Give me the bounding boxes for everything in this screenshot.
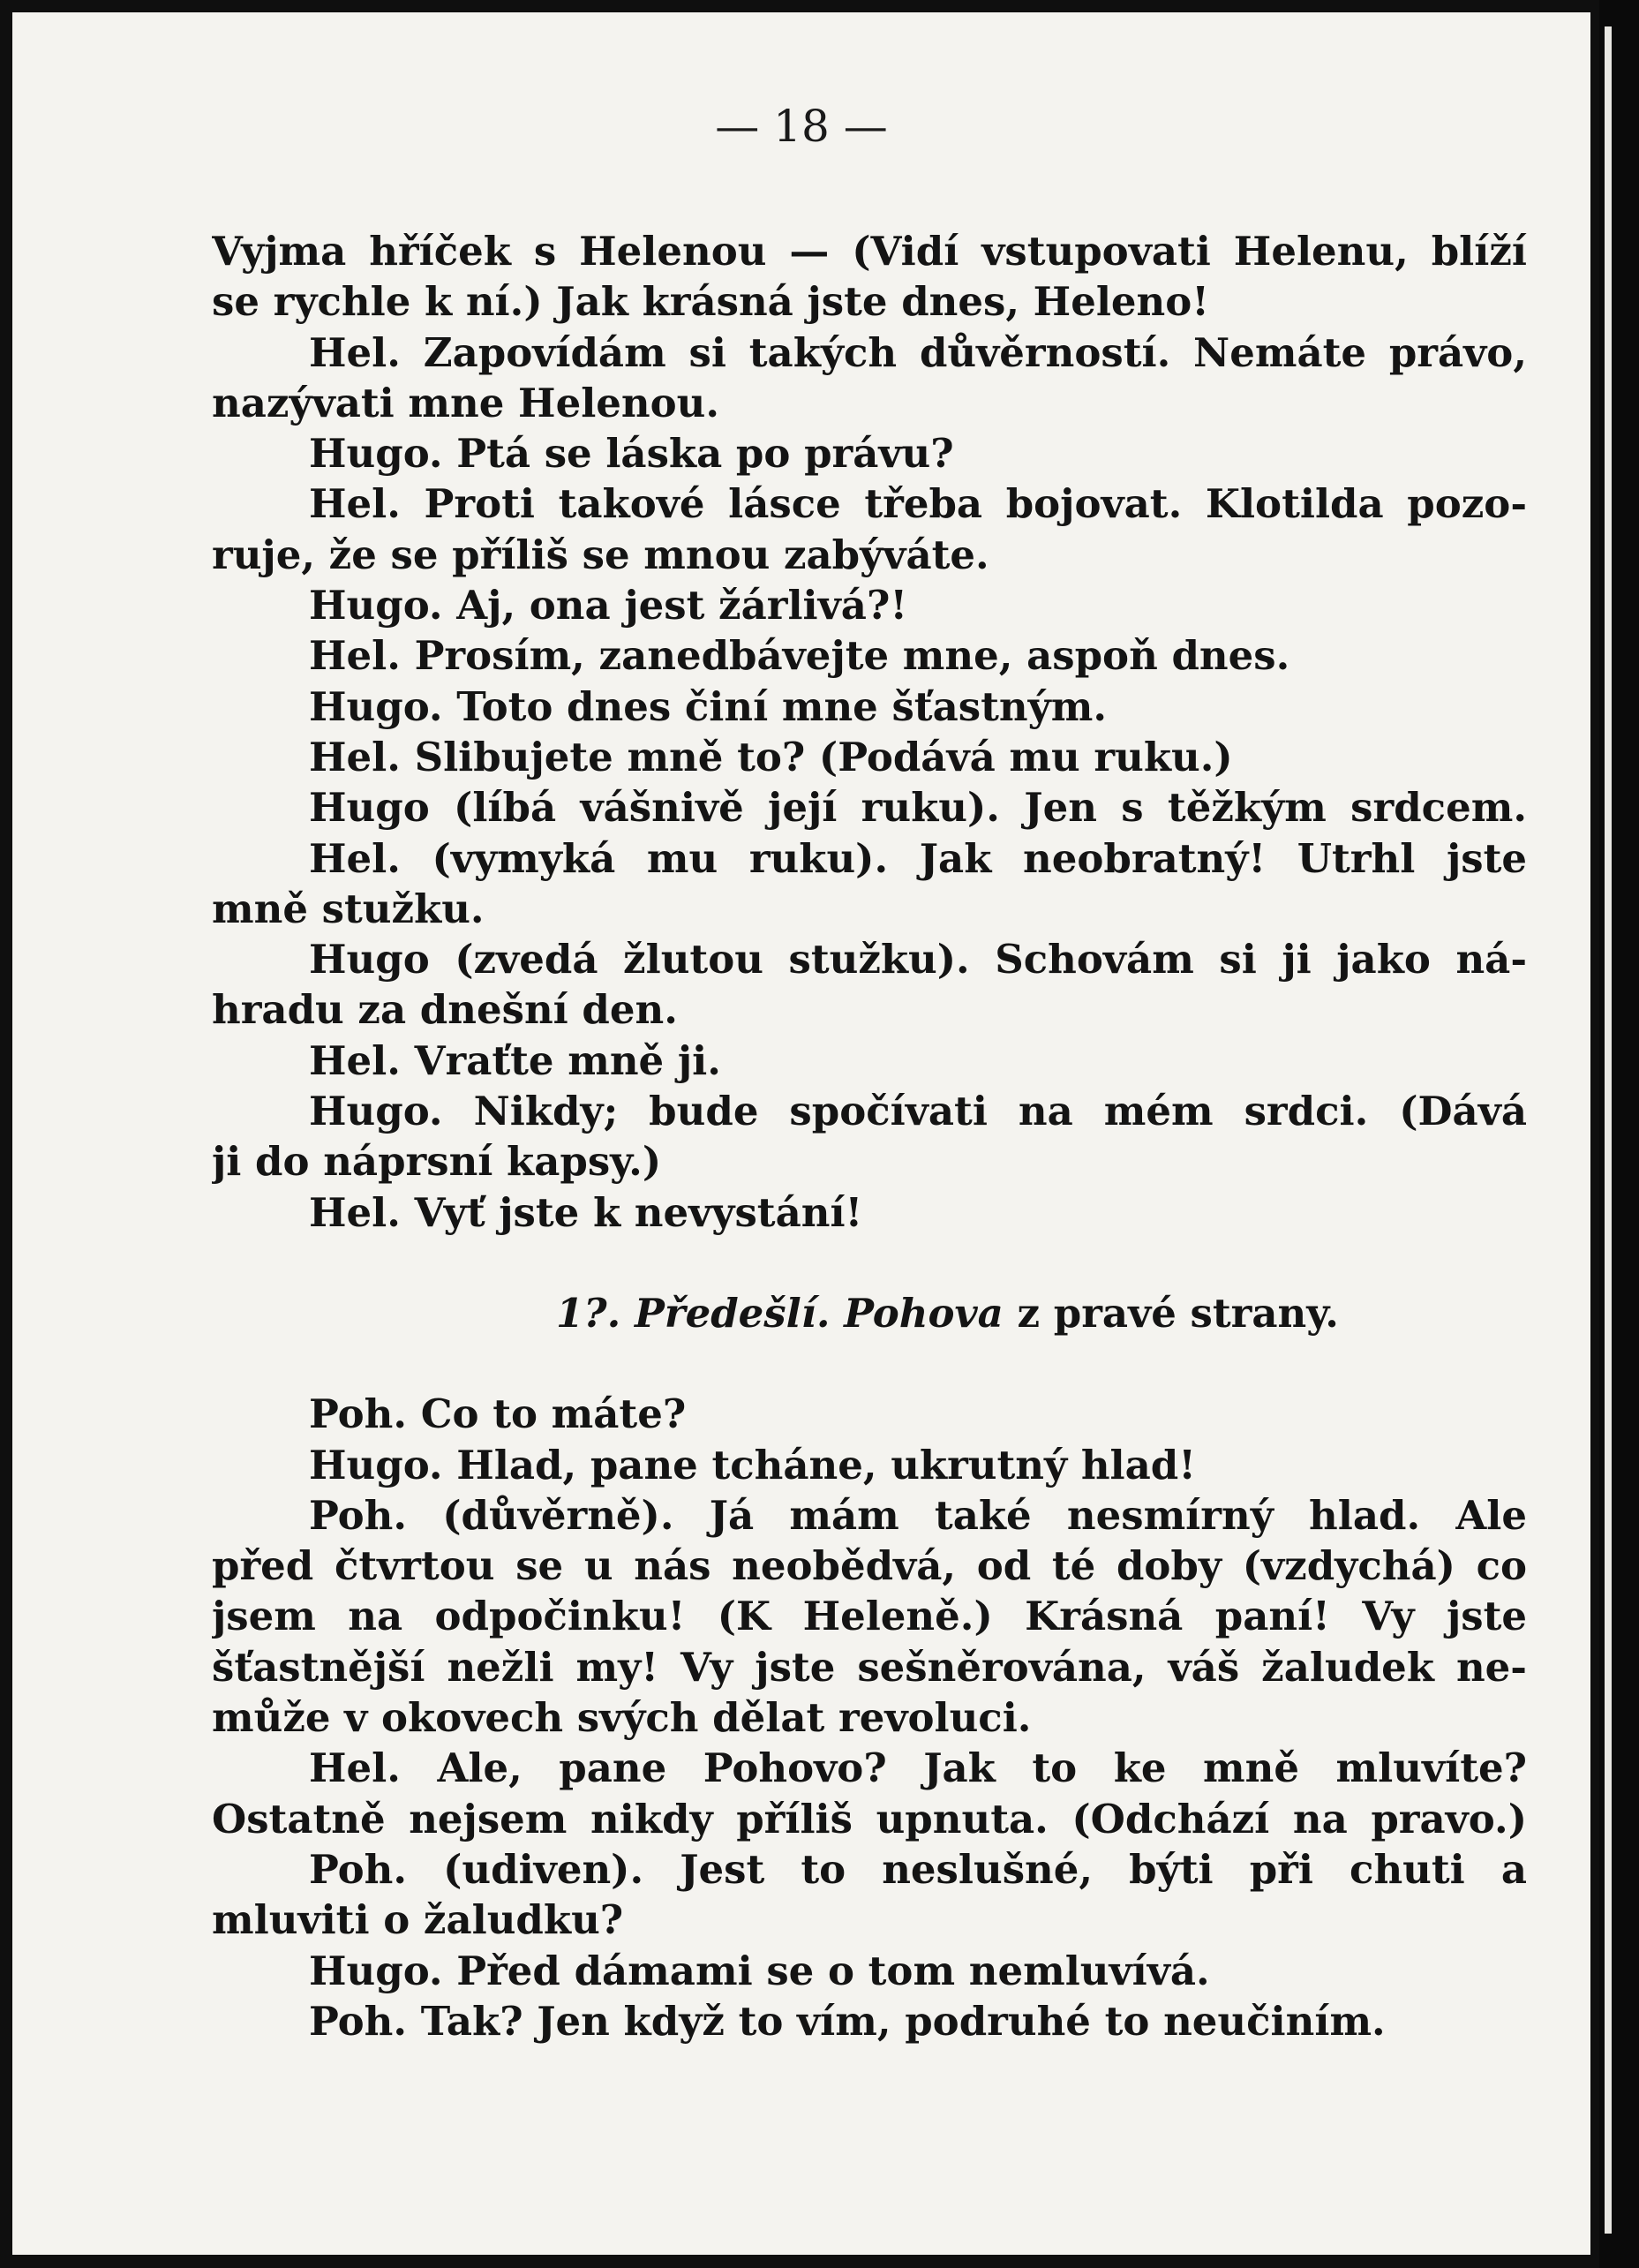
text-line: Poh. Tak? Jen když to vím, podruhé to neučiním. [309, 1997, 1386, 2045]
text-line: nazývati mne Helenou. [212, 379, 720, 426]
text-line: Hel. Proti takové lásce třeba bojovat. Klotilda pozo- [309, 480, 1527, 528]
text-line: mluviti o žaludku? [212, 1896, 624, 1944]
text-line: Hugo. Před dámami se o tom nemluvívá. [309, 1947, 1210, 1994]
book-page [12, 12, 1590, 2255]
text-line: Hel. Slibujete mně to? (Podává mu ruku.) [309, 733, 1233, 780]
scene-number: 1?. [556, 1289, 621, 1337]
text-line: šťastnější nežli my! Vy jste sešněrována, váš žaludek ne- [212, 1643, 1527, 1691]
text-line: Poh. Co to máte? [309, 1390, 687, 1438]
text-line: Hugo. Aj, ona jest žárlivá?! [309, 582, 908, 629]
text-line: mně stužku. [212, 885, 485, 932]
text-line: Hel. Prosím, zanedbávejte mne, aspoň dnes. [309, 632, 1290, 680]
scene-heading [212, 1288, 1527, 1338]
text-line: ruje, že se příliš se mnou zabýváte. [212, 531, 989, 578]
text-line: Hugo. Nikdy; bude spočívati na mém srdci. (Dává [309, 1088, 1527, 1135]
text-line: Hugo. Hlad, pane tcháne, ukrutný hlad! [309, 1441, 1197, 1488]
text-line: Hugo (líbá vášnivě její ruku). Jen s těžkým srdcem. [309, 784, 1527, 832]
text-line: jsem na odpočinku! (K Heleně.) Krásná paní! Vy jste [212, 1593, 1527, 1640]
scan-edge [1599, 0, 1639, 2268]
text-line: se rychle k ní.) Jak krásná jste dnes, Heleno! [212, 278, 1210, 326]
spacer [212, 1338, 1527, 1389]
text-line: Hel. Vraťte mně ji. [309, 1036, 721, 1084]
text-line: Hel. Zapovídám si takých důvěrností. Nemáte právo, [309, 328, 1527, 376]
page-number: — 18 — [715, 101, 888, 152]
spacer [212, 1238, 1527, 1288]
page-text [212, 226, 1527, 2046]
text-line: Hugo. Ptá se láska po právu? [309, 430, 954, 478]
text-line: Hugo (zvedá žlutou stužku). Schovám si ji jako ná- [309, 936, 1527, 983]
text-line: hradu za dnešní den. [212, 986, 678, 1034]
scene-characters: Předešlí. Pohova [635, 1289, 1004, 1337]
text-line: Poh. (důvěrně). Já mám také nesmírný hlad. Ale [309, 1491, 1527, 1539]
text-line: před čtvrtou se u nás neobědvá, od té doby (vzdychá) co [212, 1542, 1527, 1590]
text-line: ji do náprsní kapsy.) [212, 1138, 662, 1186]
text-line: Hel. (vymyká mu ruku). Jak neobratný! Utrhl jste [309, 834, 1527, 882]
scene-direction: z pravé strany. [1017, 1289, 1339, 1337]
text-line: Vyjma hříček s Helenou — (Vidí vstupovati Helenu, blíží [212, 228, 1527, 275]
text-line: Poh. (udiven). Jest to neslušné, býti při chuti a [309, 1845, 1527, 1893]
text-line: Hel. Ale, pane Pohovo? Jak to ke mně mluvíte? [309, 1744, 1527, 1792]
text-line: může v okovech svých dělat revoluci. [212, 1694, 1032, 1742]
text-line: Ostatně nejsem nikdy příliš upnuta. (Odchází na pravo.) [212, 1795, 1527, 1842]
text-line: Hugo. Toto dnes činí mne šťastným. [309, 682, 1108, 730]
page-edge-strip [1605, 26, 1612, 2234]
text-line: Hel. Vyť jste k nevystání! [309, 1188, 863, 1236]
